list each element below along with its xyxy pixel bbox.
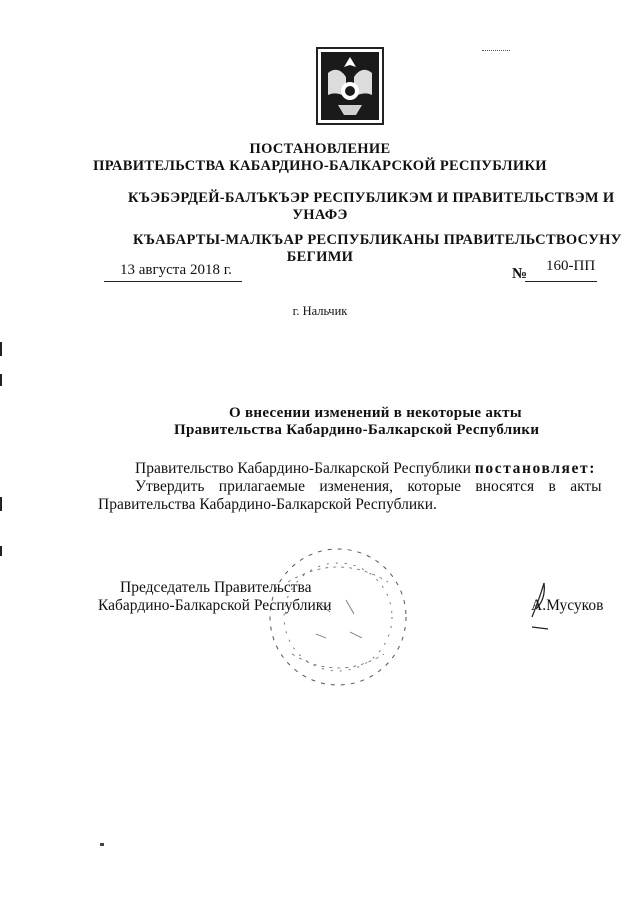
scan-mark (0, 374, 2, 386)
scan-speck (482, 50, 510, 54)
signatory-role-line1: Председатель Правительства (120, 579, 312, 596)
decree-keyword: постановляет: (474, 460, 596, 477)
scan-mark (0, 497, 2, 511)
document-date: 13 августа 2018 г. (120, 262, 232, 278)
government-name-russian: ПРАВИТЕЛЬСТВА КАБАРДИНО-БАЛКАРСКОЙ РЕСПУБЛИКИ (93, 158, 547, 174)
subject-line2: Правительства Кабардино-Балкарской Республики (174, 422, 540, 438)
scan-mark (0, 342, 2, 356)
body-paragraph-1 (135, 459, 596, 478)
government-name-balkar-line2: БЕГИМИ (286, 249, 354, 265)
scan-mark (0, 546, 2, 556)
number-underline (525, 281, 597, 282)
body-paragraph-2-line2: Правительства Кабардино-Балкарской Республики. (98, 496, 437, 513)
scan-speck (100, 843, 104, 846)
government-name-kabardian-line1: КЪЭБЭРДЕЙ-БАЛЪКЪЭР РЕСПУБЛИКЭМ И ПРАВИТЕЛЬСТВЭМ И (128, 190, 615, 206)
number-sign: № (512, 266, 528, 282)
coat-of-arms-emblem (316, 47, 384, 125)
document-number: 160-ПП (546, 258, 596, 274)
government-name-balkar-line1: КЪАБАРТЫ-МАЛКЪАР РЕСПУБЛИКАНЫ ПРАВИТЕЛЬСТВОСУНУ (133, 232, 622, 248)
signatory-name: А.Мусуков (531, 597, 604, 614)
date-underline (104, 281, 242, 282)
signatory-role-line2: Кабардино-Балкарской Республики (98, 597, 332, 614)
document-city: г. Нальчик (292, 304, 348, 318)
body-paragraph-2-line1: Утвердить прилагаемые изменения, которые вносятся в акты (135, 478, 602, 495)
subject-line1: О внесении изменений в некоторые акты (229, 405, 522, 421)
official-stamp (258, 542, 418, 692)
body-paragraph-1-text: Правительство Кабардино-Балкарской Республики (135, 460, 471, 477)
document-title: ПОСТАНОВЛЕНИЕ (249, 141, 391, 157)
government-name-kabardian-line2: УНАФЭ (292, 207, 348, 223)
